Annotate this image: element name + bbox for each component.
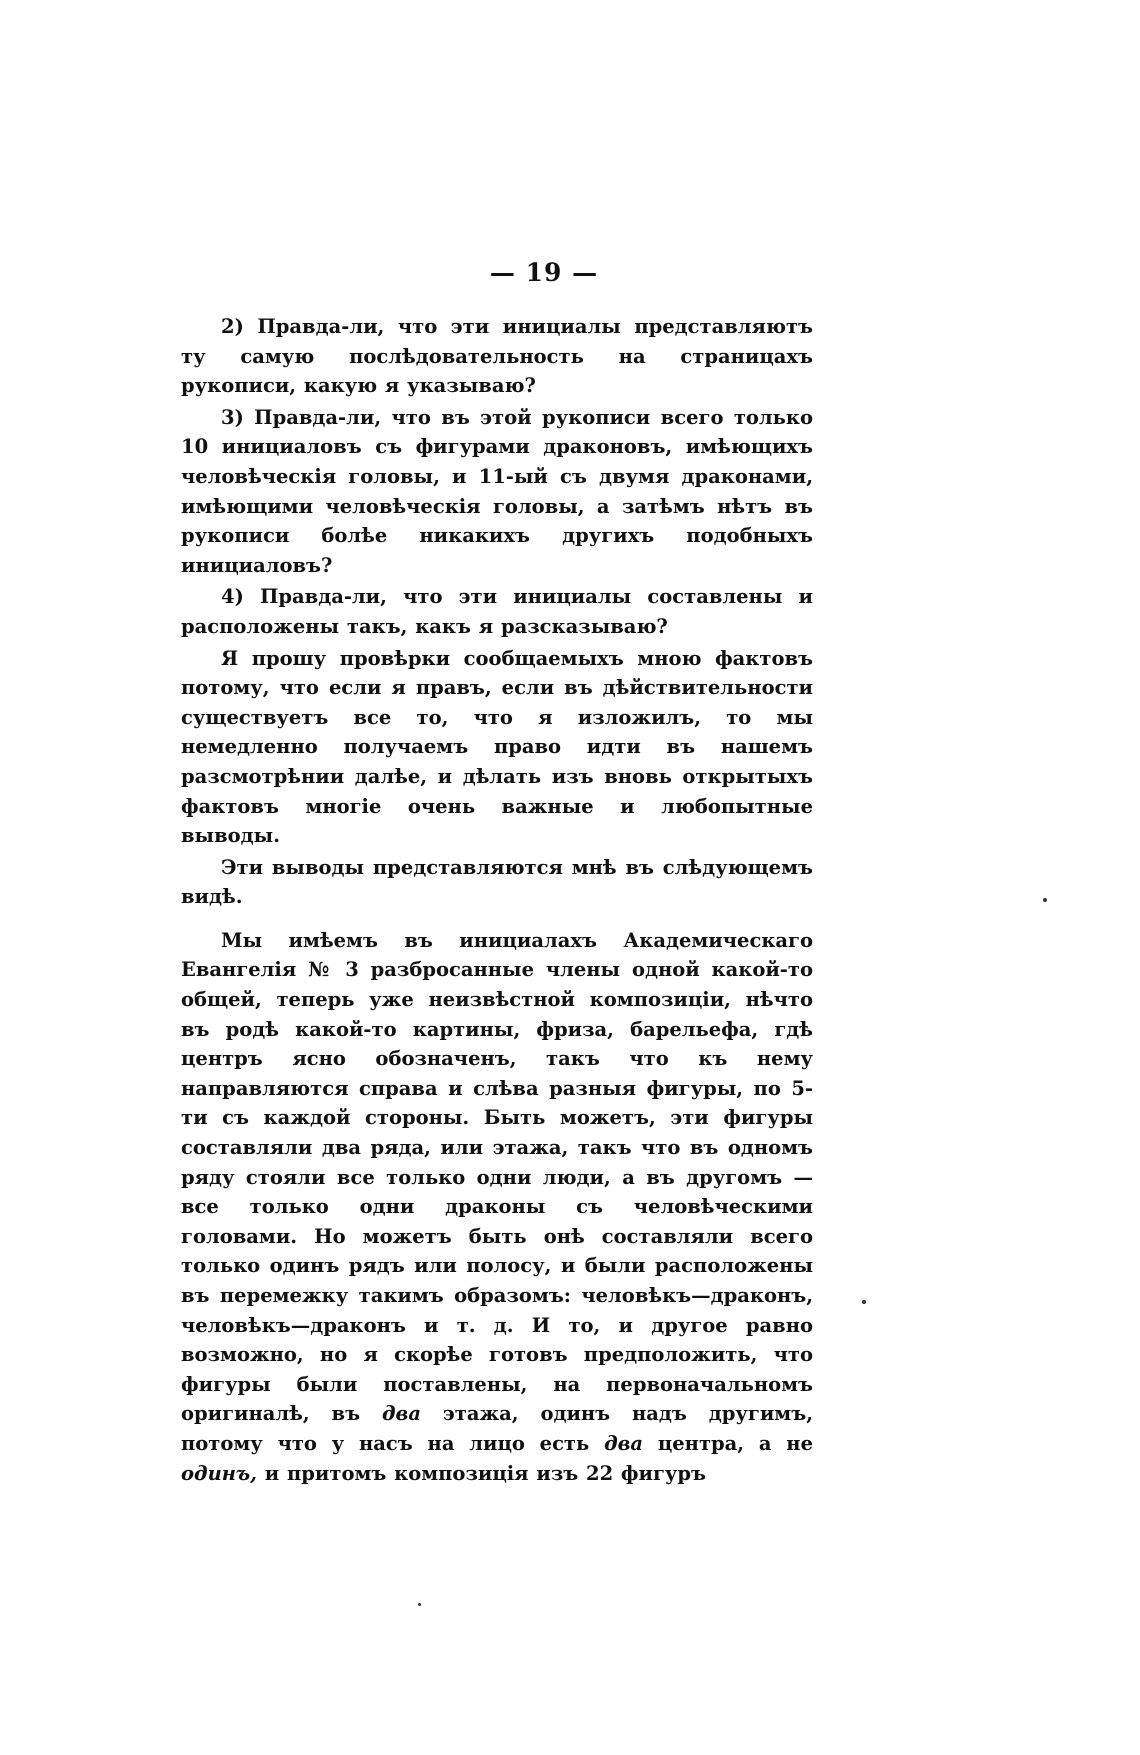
composition-text-3: центра, а не xyxy=(657,1431,813,1455)
emphasis-two-1: два xyxy=(381,1402,421,1426)
paragraph-composition xyxy=(181,926,813,1488)
paragraph-question-2: 2) Правда-ли, что эти инициалы представляютъ ту самую послѣдовательность на страницахъ рукописи, какую я указываю? xyxy=(181,315,813,398)
page-number: — 19 — xyxy=(489,258,599,287)
composition-text-4: и притомъ композиція изъ 22 фигуръ xyxy=(264,1461,707,1485)
composition-text-1: Мы имѣемъ въ инициалахъ Академическаго Евангелія № 3 разбросанные члены одной какой-то общей, теперь уже неизвѣстной композиціи, нѣчто въ родѣ какой-то картины, фриза, барельефа, гдѣ центръ ясно обозначенъ, такъ что къ нему направляются справа и слѣва разныя фигуры, по 5-ти съ каждой стороны. Быть можетъ, эти фигуры составляли два ряда, или этажа, такъ что въ одномъ ряду стояли все только одни люди, а въ другомъ — все только одни драконы съ человѣческими головами. Но можетъ быть онѣ составляли всего только одинъ рядъ или полосу, и были расположены въ перемежку такимъ образомъ: человѣкъ—драконъ, человѣкъ—драконъ и т. д. И то, и другое равно возможно, но я скорѣе готовъ предположить, что фигуры были поставлены, на первоначальномъ оригиналѣ, въ xyxy=(181,928,813,1426)
body-text xyxy=(181,312,813,1488)
paper-speck xyxy=(1043,898,1047,902)
paragraph-question-3: 3) Правда-ли, что въ этой рукописи всего только 10 инициаловъ съ фигурами драконовъ, имѣющихъ человѣческія головы, и 11-ый съ двумя драконами, имѣющими человѣческія головы, а затѣмъ нѣтъ въ рукописи болѣе никакихъ другихъ подобныхъ инициаловъ? xyxy=(181,405,813,577)
paragraph-conclusions-intro: Эти выводы представляются мнѣ въ слѣдующемъ видѣ. xyxy=(181,855,813,909)
composition-text-2: этажа, одинъ надъ другимъ, потому что у насъ на лицо есть xyxy=(181,1402,813,1455)
paragraph-question-4: 4) Правда-ли, что эти инициалы составлены и расположены такъ, какъ я разсказываю? xyxy=(181,585,813,638)
emphasis-two-2: два xyxy=(604,1431,644,1455)
emphasis-one: одинъ, xyxy=(181,1461,257,1485)
paper-speck xyxy=(862,1300,866,1304)
paper-speck xyxy=(418,1603,421,1606)
paragraph-request: Я прошу провѣрки сообщаемыхъ мною фактовъ потому, что если я правъ, если въ дѣйствительности существуетъ все то, что я изложилъ, то мы немедленно получаемъ право идти въ нашемъ разсмотрѣнии далѣе, и дѣлать изъ вновь открытыхъ фактовъ многіе очень важные и любопытные выводы. xyxy=(181,646,813,848)
